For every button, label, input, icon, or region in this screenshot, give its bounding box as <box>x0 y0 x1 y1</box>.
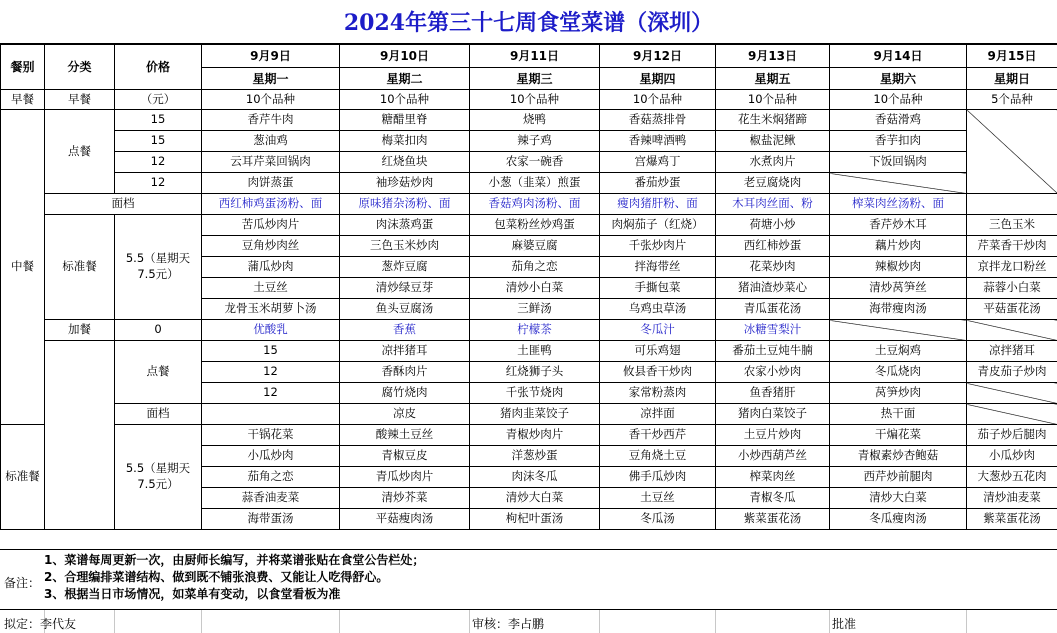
lunch-extra-label[interactable]: 加餐 <box>45 320 115 341</box>
lunch-order-item[interactable]: 老豆腐烧肉 <box>716 173 830 194</box>
dinner-std-item[interactable]: 小瓜炒肉 <box>967 446 1057 467</box>
dinner-order-price[interactable]: 12 <box>202 383 340 404</box>
lunch-order-item[interactable]: 袖珍菇炒肉 <box>340 173 470 194</box>
lunch-order-item[interactable]: 椒盐泥鳅 <box>716 131 830 152</box>
dinner-noodle-item[interactable]: 猪肉韭菜饺子 <box>470 404 600 425</box>
dinner-order-item[interactable]: 凉拌猪耳 <box>967 341 1057 362</box>
lunch-std-item[interactable]: 海带瘦肉汤 <box>830 299 967 320</box>
date-header[interactable]: 9月9日 <box>202 45 340 68</box>
lunch-std-item[interactable]: 葱炸豆腐 <box>340 257 470 278</box>
date-header[interactable]: 9月13日 <box>716 45 830 68</box>
table-row <box>1 404 1057 425</box>
drafter-label: 拟定：李代友 <box>4 617 77 631</box>
weekday-header[interactable]: 星期五 <box>716 68 830 90</box>
blank-cell[interactable] <box>967 194 1057 215</box>
lunch-order-item[interactable]: 小葱（韭菜）煎蛋 <box>470 173 600 194</box>
date-header[interactable]: 9月10日 <box>340 45 470 68</box>
lunch-order-item[interactable]: 农家一碗香 <box>470 152 600 173</box>
lunch-std-item[interactable]: 荷塘小炒 <box>716 215 830 236</box>
weekday-header[interactable]: 星期日 <box>967 68 1057 90</box>
lunch-order-price[interactable]: 15 <box>115 131 202 152</box>
breakfast-item[interactable]: 10个品种 <box>202 90 340 110</box>
menu-table <box>0 44 1057 530</box>
lunch-std-item[interactable]: 三色玉米 <box>967 215 1057 236</box>
dinner-std-item[interactable]: 清炒芥菜 <box>340 488 470 509</box>
lunch-noodle-item[interactable]: 香菇鸡肉汤粉、面 <box>470 194 600 215</box>
dinner-order-item[interactable]: 农家小炒肉 <box>716 362 830 383</box>
breakfast-item[interactable]: 10个品种 <box>830 90 967 110</box>
weekday-header[interactable]: 星期二 <box>340 68 470 90</box>
dinner-order-item[interactable]: 腐竹烧肉 <box>340 383 470 404</box>
lunch-std-item[interactable]: 猪油渣炒菜心 <box>716 278 830 299</box>
dinner-std-item[interactable]: 洋葱炒蛋 <box>470 446 600 467</box>
lunch-std-item[interactable]: 麻婆豆腐 <box>470 236 600 257</box>
lunch-std-item[interactable]: 芹菜香干炒肉 <box>967 236 1057 257</box>
breakfast-price[interactable]: （元） <box>115 90 202 110</box>
lunch-order-item[interactable]: 水煮肉片 <box>716 152 830 173</box>
dinner-order-item[interactable]: 攸县香干炒肉 <box>600 362 716 383</box>
dinner-std-item[interactable]: 大葱炒五花肉 <box>967 467 1057 488</box>
price-header[interactable]: 价格 <box>115 45 202 90</box>
dinner-std-item[interactable]: 小炒西葫芦丝 <box>716 446 830 467</box>
lunch-std-item[interactable]: 蒜蓉小白菜 <box>967 278 1057 299</box>
dinner-order-item[interactable]: 家常粉蒸肉 <box>600 383 716 404</box>
dinner-std-item[interactable]: 紫菜蛋花汤 <box>967 509 1057 530</box>
dinner-std-item[interactable]: 清炒油麦菜 <box>967 488 1057 509</box>
lunch-std-item[interactable]: 香芹炒木耳 <box>830 215 967 236</box>
signature-footer <box>0 610 1057 633</box>
lunch-std-item[interactable]: 清炒小白菜 <box>470 278 600 299</box>
dinner-order-item[interactable]: 土豆焖鸡 <box>830 341 967 362</box>
lunch-std-item[interactable]: 蒲瓜炒肉 <box>202 257 340 278</box>
dinner-std-item[interactable]: 佛手瓜炒肉 <box>600 467 716 488</box>
blank-diagonal-cell[interactable] <box>967 320 1057 341</box>
lunch-std-item[interactable]: 清炒绿豆芽 <box>340 278 470 299</box>
lunch-order-item[interactable]: 花生米焖猪蹄 <box>716 110 830 131</box>
dinner-noodle-label[interactable]: 面档 <box>115 404 202 425</box>
lunch-std-item[interactable]: 平菇蛋花汤 <box>967 299 1057 320</box>
breakfast-item[interactable]: 10个品种 <box>600 90 716 110</box>
table-row <box>1 45 1057 68</box>
table-row <box>1 173 1057 194</box>
dinner-std-item[interactable]: 豆角烧土豆 <box>600 446 716 467</box>
lunch-std-item[interactable]: 乌鸡虫草汤 <box>600 299 716 320</box>
category-header[interactable]: 分类 <box>45 45 115 90</box>
lunch-std-item[interactable]: 肉沫蒸鸡蛋 <box>340 215 470 236</box>
dinner-noodle-item[interactable]: 凉拌面 <box>600 404 716 425</box>
dinner-std-item[interactable]: 海带蛋汤 <box>202 509 340 530</box>
dinner-order-item[interactable]: 土匪鸭 <box>470 341 600 362</box>
dinner-std-item[interactable]: 冬瓜汤 <box>600 509 716 530</box>
table-row <box>1 152 1057 173</box>
lunch-noodle-label[interactable]: 面档 <box>45 194 202 215</box>
dinner-std-label[interactable]: 标准餐 <box>1 425 45 530</box>
dinner-order-item[interactable]: 红烧狮子头 <box>470 362 600 383</box>
weekday-header[interactable]: 星期四 <box>600 68 716 90</box>
dinner-std-item[interactable]: 小瓜炒肉 <box>202 446 340 467</box>
lunch-std-price[interactable]: 5.5（星期天 7.5元） <box>115 215 202 320</box>
breakfast-item[interactable]: 10个品种 <box>340 90 470 110</box>
lunch-order-item[interactable]: 梅菜扣肉 <box>340 131 470 152</box>
table-row <box>1 215 1057 236</box>
lunch-std-item[interactable]: 包菜粉丝炒鸡蛋 <box>470 215 600 236</box>
dinner-std-item[interactable]: 土豆丝 <box>600 488 716 509</box>
dinner-std-item[interactable]: 清炒大白菜 <box>830 488 967 509</box>
lunch-order-item[interactable]: 辣子鸡 <box>470 131 600 152</box>
date-header[interactable]: 9月11日 <box>470 45 600 68</box>
dinner-std-item[interactable]: 酸辣土豆丝 <box>340 425 470 446</box>
dinner-std-item[interactable]: 紫菜蛋花汤 <box>716 509 830 530</box>
lunch-std-item[interactable]: 辣椒炒肉 <box>830 257 967 278</box>
dinner-order-item[interactable]: 鱼香猪肝 <box>716 383 830 404</box>
dinner-std-item[interactable]: 青椒豆皮 <box>340 446 470 467</box>
lunch-std-item[interactable]: 青瓜蛋花汤 <box>716 299 830 320</box>
approver-label: 批准 <box>832 617 857 631</box>
blank-diagonal-cell[interactable] <box>830 173 967 194</box>
lunch-order-item[interactable]: 香芋扣肉 <box>830 131 967 152</box>
dinner-std-item[interactable]: 青椒冬瓜 <box>716 488 830 509</box>
dinner-std-item[interactable]: 茄子炒后腿肉 <box>967 425 1057 446</box>
lunch-noodle-item[interactable]: 木耳肉丝面、粉 <box>716 194 830 215</box>
dinner-order-label[interactable]: 点餐 <box>115 341 202 404</box>
dinner-std-item[interactable]: 枸杞叶蛋汤 <box>470 509 600 530</box>
lunch-noodle-item[interactable]: 瘦肉猪肝粉、面 <box>600 194 716 215</box>
dinner-std-item[interactable]: 蒜香油麦菜 <box>202 488 340 509</box>
table-row <box>1 110 1057 131</box>
lunch-std-item[interactable]: 苦瓜炒肉片 <box>202 215 340 236</box>
date-header[interactable]: 9月15日 <box>967 45 1057 68</box>
lunch-std-item[interactable]: 千张炒肉片 <box>600 236 716 257</box>
lunch-order-item[interactable]: 香菇蒸排骨 <box>600 110 716 131</box>
lunch-order-price[interactable]: 15 <box>115 110 202 131</box>
lunch-order-item[interactable]: 云耳芹菜回锅肉 <box>202 152 340 173</box>
dinner-std-item[interactable]: 青椒素炒杏鲍菇 <box>830 446 967 467</box>
notes-section <box>0 549 1057 610</box>
dinner-std-item[interactable]: 榨菜肉丝 <box>716 467 830 488</box>
notes-label: 备注： <box>4 576 41 590</box>
lunch-extra-item[interactable]: 冬瓜汁 <box>600 320 716 341</box>
table-row <box>1 194 1057 215</box>
dinner-order-item[interactable]: 可乐鸡翅 <box>600 341 716 362</box>
lunch-std-item[interactable]: 西红柿炒蛋 <box>716 236 830 257</box>
lunch-extra-price[interactable]: 0 <box>115 320 202 341</box>
lunch-noodle-item[interactable]: 原味猪杂汤粉、面 <box>340 194 470 215</box>
dinner-std-item[interactable]: 西芹炒前腿肉 <box>830 467 967 488</box>
dinner-order-item[interactable]: 千张节烧肉 <box>470 383 600 404</box>
dinner-meal-label[interactable] <box>45 341 115 530</box>
lunch-noodle-item[interactable]: 西红柿鸡蛋汤粉、面 <box>202 194 340 215</box>
weekday-header[interactable]: 星期六 <box>830 68 967 90</box>
lunch-std-item[interactable]: 清炒莴笋丝 <box>830 278 967 299</box>
note-line: 2、合理编排菜谱结构、做到既不铺张浪费、又能让人吃得舒心。 <box>44 570 389 584</box>
lunch-extra-item[interactable]: 柠檬茶 <box>470 320 600 341</box>
lunch-order-item[interactable]: 宫爆鸡丁 <box>600 152 716 173</box>
date-header[interactable]: 9月12日 <box>600 45 716 68</box>
note-line: 3、根据当日市场情况，如菜单有变动，以食堂看板为准 <box>44 587 341 601</box>
lunch-std-item[interactable]: 土豆丝 <box>202 278 340 299</box>
lunch-order-price[interactable]: 12 <box>115 152 202 173</box>
lunch-extra-item[interactable]: 冰糖雪梨汁 <box>716 320 830 341</box>
lunch-order-item[interactable]: 香菇滑鸡 <box>830 110 967 131</box>
lunch-std-item[interactable]: 手撕包菜 <box>600 278 716 299</box>
dinner-std-item[interactable]: 干锅花菜 <box>202 425 340 446</box>
lunch-std-item[interactable]: 花菜炒肉 <box>716 257 830 278</box>
lunch-order-label[interactable]: 点餐 <box>45 110 115 194</box>
blank-diagonal-cell[interactable] <box>967 404 1057 425</box>
dinner-order-item[interactable]: 凉拌猪耳 <box>340 341 470 362</box>
dinner-order-price[interactable]: 15 <box>202 341 340 362</box>
lunch-order-item[interactable]: 烧鸭 <box>470 110 600 131</box>
breakfast-meal-label[interactable]: 早餐 <box>1 90 45 110</box>
reviewer-label: 审核：李占鹏 <box>472 617 545 631</box>
dinner-std-item[interactable]: 青瓜炒肉片 <box>340 467 470 488</box>
dinner-std-item[interactable]: 平菇瘦肉汤 <box>340 509 470 530</box>
blank-diagonal-cell[interactable] <box>967 110 1057 194</box>
blank-diagonal-cell[interactable] <box>830 320 967 341</box>
lunch-std-item[interactable]: 京拌龙口粉丝 <box>967 257 1057 278</box>
lunch-order-price[interactable]: 12 <box>115 173 202 194</box>
dinner-std-item[interactable]: 青椒炒肉片 <box>470 425 600 446</box>
table-row <box>1 90 1057 110</box>
breakfast-category[interactable]: 早餐 <box>45 90 115 110</box>
dinner-order-item[interactable]: 番茄土豆炖牛腩 <box>716 341 830 362</box>
dinner-std-item[interactable]: 香干炒西芹 <box>600 425 716 446</box>
note-line: 1、菜谱每周更新一次，由厨师长编写，并将菜谱张贴在食堂公告栏处； <box>44 553 425 567</box>
table-row <box>1 320 1057 341</box>
dinner-order-item[interactable]: 香酥肉片 <box>340 362 470 383</box>
lunch-order-item[interactable]: 葱油鸡 <box>202 131 340 152</box>
dinner-std-price[interactable]: 5.5（星期天 7.5元） <box>115 425 202 530</box>
dinner-order-item[interactable]: 青皮茄子炒肉 <box>967 362 1057 383</box>
dinner-std-item[interactable]: 土豆片炒肉 <box>716 425 830 446</box>
dinner-order-item[interactable]: 冬瓜烧肉 <box>830 362 967 383</box>
dinner-noodle-item[interactable]: 凉皮 <box>340 404 470 425</box>
dinner-std-item[interactable]: 冬瓜瘦肉汤 <box>830 509 967 530</box>
dinner-std-item[interactable]: 肉沫冬瓜 <box>470 467 600 488</box>
dinner-order-item[interactable]: 莴笋炒肉 <box>830 383 967 404</box>
breakfast-item[interactable]: 10个品种 <box>470 90 600 110</box>
lunch-extra-item[interactable]: 优酸乳 <box>202 320 340 341</box>
lunch-order-item[interactable]: 肉饼蒸蛋 <box>202 173 340 194</box>
lunch-std-item[interactable]: 拌海带丝 <box>600 257 716 278</box>
dinner-std-item[interactable]: 干煸花菜 <box>830 425 967 446</box>
lunch-extra-item[interactable]: 香蕉 <box>340 320 470 341</box>
lunch-std-item[interactable]: 龙骨玉米胡萝卜汤 <box>202 299 340 320</box>
lunch-std-item[interactable]: 藕片炒肉 <box>830 236 967 257</box>
dinner-noodle-item[interactable]: 猪肉白菜饺子 <box>716 404 830 425</box>
lunch-std-item[interactable]: 茄角之恋 <box>470 257 600 278</box>
lunch-order-item[interactable]: 香辣啤酒鸭 <box>600 131 716 152</box>
lunch-order-item[interactable]: 番茄炒蛋 <box>600 173 716 194</box>
dinner-std-item[interactable]: 茄角之恋 <box>202 467 340 488</box>
table-row <box>1 131 1057 152</box>
lunch-std-item[interactable]: 豆角炒肉丝 <box>202 236 340 257</box>
date-header[interactable]: 9月14日 <box>830 45 967 68</box>
dinner-order-price[interactable]: 12 <box>202 362 340 383</box>
lunch-meal-label[interactable]: 中餐 <box>1 110 45 425</box>
weekday-header[interactable]: 星期三 <box>470 68 600 90</box>
page-title: 2024年第三十七周食堂菜谱（深圳） <box>0 0 1057 44</box>
breakfast-item[interactable]: 10个品种 <box>716 90 830 110</box>
table-row <box>1 341 1057 362</box>
lunch-std-item[interactable]: 三色玉米炒肉 <box>340 236 470 257</box>
lunch-noodle-item[interactable]: 榨菜肉丝汤粉、面 <box>830 194 967 215</box>
lunch-order-item[interactable]: 香芹牛肉 <box>202 110 340 131</box>
blank-cell[interactable] <box>202 404 340 425</box>
meal-header[interactable]: 餐别 <box>1 45 45 90</box>
lunch-order-item[interactable]: 红烧鱼块 <box>340 152 470 173</box>
lunch-order-item[interactable]: 糖醋里脊 <box>340 110 470 131</box>
lunch-std-item[interactable]: 鱼头豆腐汤 <box>340 299 470 320</box>
weekday-header[interactable]: 星期一 <box>202 68 340 90</box>
lunch-order-item[interactable]: 下饭回锅肉 <box>830 152 967 173</box>
lunch-std-label[interactable]: 标准餐 <box>45 215 115 320</box>
table-row <box>1 425 1057 446</box>
lunch-std-item[interactable]: 肉焖茄子（红烧） <box>600 215 716 236</box>
dinner-noodle-item[interactable]: 热干面 <box>830 404 967 425</box>
lunch-std-item[interactable]: 三鲜汤 <box>470 299 600 320</box>
dinner-std-item[interactable]: 清炒大白菜 <box>470 488 600 509</box>
blank-diagonal-cell[interactable] <box>967 383 1057 404</box>
breakfast-item[interactable]: 5个品种 <box>967 90 1057 110</box>
